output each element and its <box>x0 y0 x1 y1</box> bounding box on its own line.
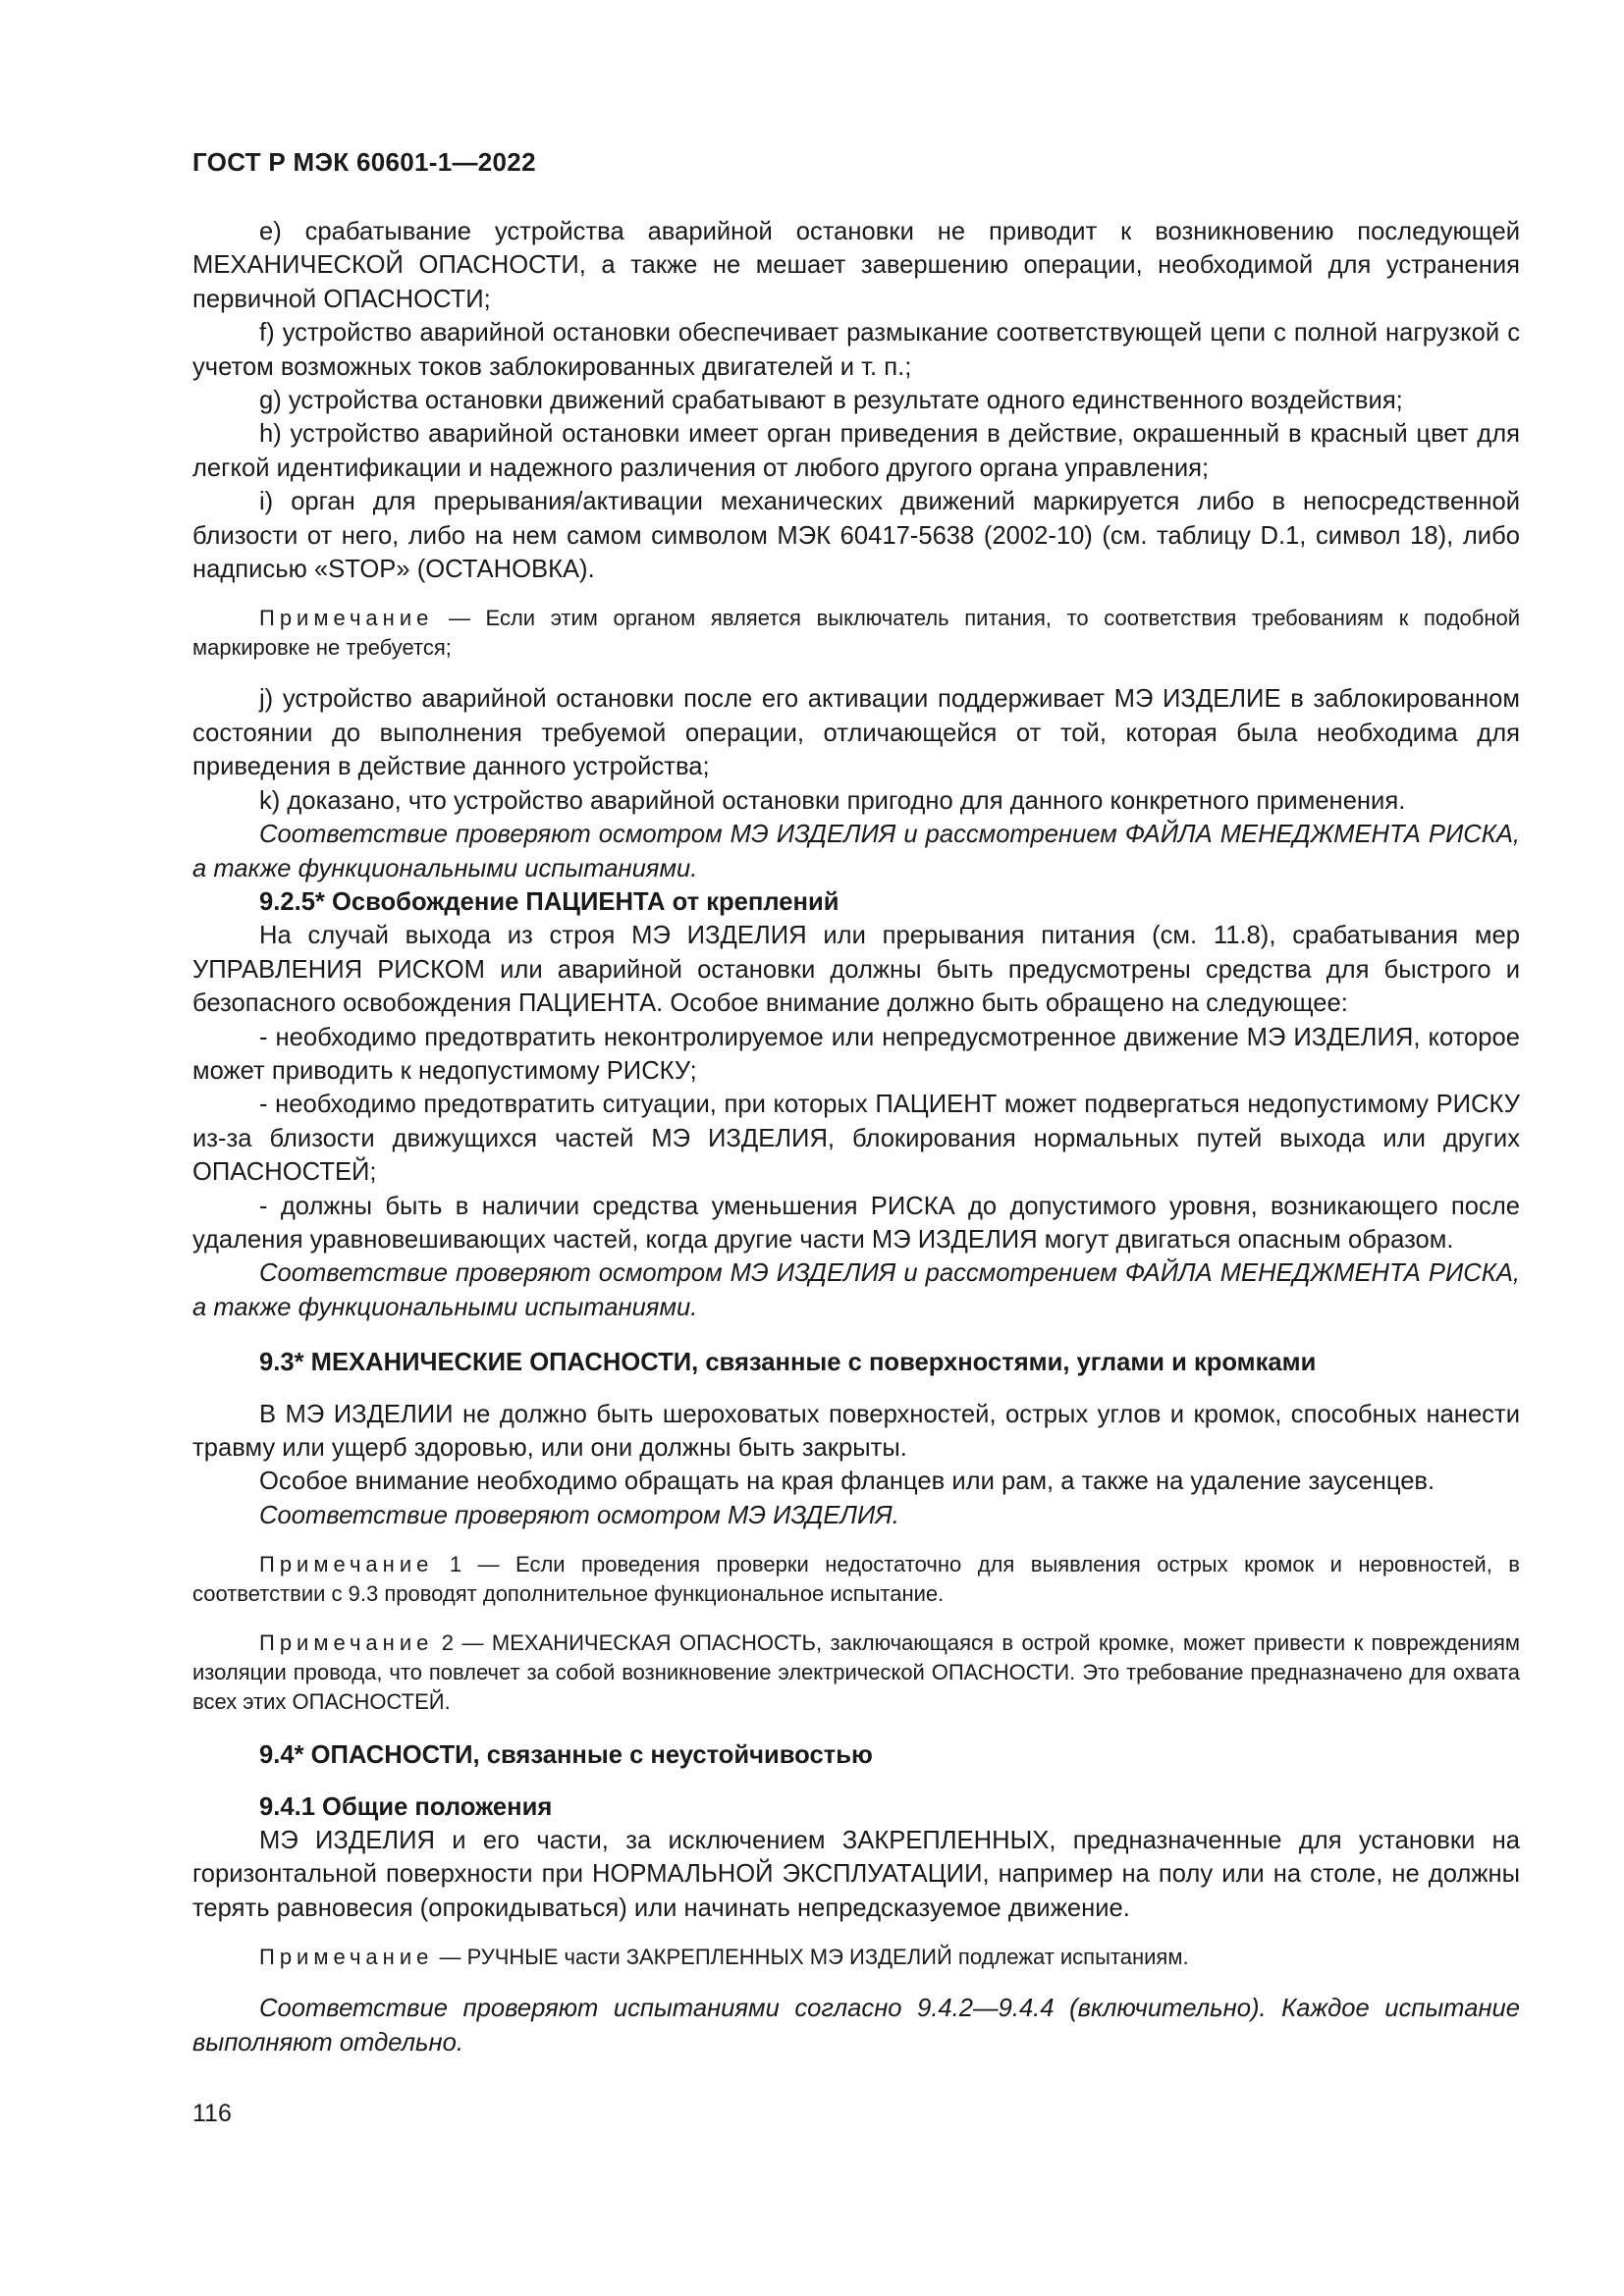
paragraph-i: i) орган для прерывания/активации механических движений маркируется либо в непосредственной близости от него, либо на нем самом символом МЭК 60417-5638 (2002-10) (см. таблицу D.1, символ 18), либо надписью «STOP» (ОСТАНОВКА). <box>192 488 1520 584</box>
note-label: Примечание <box>259 1630 434 1656</box>
note-text: 2 — МЕХАНИЧЕСКАЯ ОПАСНОСТЬ, заключающаяся в острой кромке, может привести к повреждениям изоляции провода, что повлечет за собой возникновение электрической ОПАСНОСТИ. Это требование предназначено для охвата всех этих ОПАСНОСТЕЙ. <box>192 1630 1520 1715</box>
section-heading-9-4: 9.4* ОПАСНОСТИ, связанные с неустойчивостью <box>259 1741 873 1770</box>
paragraph-9-3-b: Особое внимание необходимо обращать на края фланцев или рам, а также на удаление заусенцев. <box>259 1468 1435 1496</box>
section-heading-9-2-5: 9.2.5* Освобождение ПАЦИЕНТА от креплений <box>259 887 839 916</box>
note-manual-parts <box>192 1943 1520 1972</box>
compliance-statement: Соответствие проверяют испытаниями согласно 9.4.2—9.4.4 (включительно). Каждое испытание выполняют отдельно. <box>192 1995 1520 2056</box>
compliance-statement: Соответствие проверяют осмотром МЭ ИЗДЕЛИЯ и рассмотрением ФАЙЛА МЕНЕДЖМЕНТА РИСКА, а также функциональными испытаниями. <box>192 821 1520 882</box>
note-2 <box>192 1629 1520 1717</box>
section-heading-9-4-1: 9.4.1 Общие положения <box>259 1792 553 1821</box>
note-label: Примечание <box>259 1945 434 1970</box>
note-1 <box>192 1550 1520 1609</box>
paragraph-9-2-5-item2: - необходимо предотвратить ситуации, при которых ПАЦИЕНТ может подвергаться недопустимому РИСКУ из-за близости движущихся частей МЭ ИЗДЕЛИЯ, блокирования нормальных путей выхода или других ОПАСНОСТЕЙ; <box>192 1091 1520 1187</box>
note-text: — Если этим органом является выключатель питания, то соответствия требованиям к подобной маркировке не требуется; <box>192 606 1520 661</box>
paragraph-j: j) устройство аварийной остановки после его активации поддерживает МЭ ИЗДЕЛИЕ в заблокированном состоянии до выполнения требуемой операции, отличающейся от той, которая была необходима для приведения в действие данного устройства; <box>192 685 1520 781</box>
paragraph-f: f) устройство аварийной остановки обеспечивает размыкание соответствующей цепи с полной нагрузкой с учетом возможных токов заблокированных двигателей и т. п.; <box>192 319 1520 381</box>
paragraph-h: h) устройство аварийной остановки имеет орган приведения в действие, окрашенный в красный цвет для легкой идентификации и надежного различения от любого другого органа управления; <box>192 420 1520 482</box>
note-label: Примечание <box>259 606 434 631</box>
note-marking <box>192 604 1520 663</box>
note-label: Примечание <box>259 1552 434 1577</box>
note-text: 1 — Если проведения проверки недостаточно для выявления острых кромок и неровностей, в соответствии с 9.3 проводят дополнительное функциональное испытание. <box>192 1552 1520 1607</box>
paragraph-e: e) срабатывание устройства аварийной остановки не приводит к возникновению последующей МЕХАНИЧЕСКОЙ ОПАСНОСТИ, а также не мешает завершению операции, необходимой для устранения первичной ОПАСНОСТИ; <box>192 218 1520 313</box>
compliance-statement: Соответствие проверяют осмотром МЭ ИЗДЕЛИЯ. <box>259 1501 899 1529</box>
document-page <box>192 147 1520 2059</box>
page-number: 116 <box>192 2100 232 2127</box>
paragraph-9-2-5-intro: На случай выхода из строя МЭ ИЗДЕЛИЯ или прерывания питания (см. 11.8), срабатывания мер УПРАВЛЕНИЯ РИСКОМ или аварийной остановки должны быть предусмотрены средства для быстрого и безопасного освобождения ПАЦИЕНТА. Особое внимание должно быть обращено на следующее: <box>192 922 1520 1018</box>
paragraph-9-3-a: В МЭ ИЗДЕЛИИ не должно быть шероховатых поверхностей, острых углов и кромок, способных нанести травму или ущерб здоровью, или они должны быть закрыты. <box>192 1400 1520 1462</box>
paragraph-k: k) доказано, что устройство аварийной остановки пригодно для данного конкретного применения. <box>259 786 1406 815</box>
compliance-statement: Соответствие проверяют осмотром МЭ ИЗДЕЛИЯ и рассмотрением ФАЙЛА МЕНЕДЖМЕНТА РИСКА, а также функциональными испытаниями. <box>192 1259 1520 1321</box>
paragraph-9-2-5-item1: - необходимо предотвратить неконтролируемое или непредусмотренное движение МЭ ИЗДЕЛИЯ, которое может приводить к недопустимому РИСКУ; <box>192 1023 1520 1085</box>
paragraph-9-2-5-item3: - должны быть в наличии средства уменьшения РИСКА до допустимого уровня, возникающего после удаления уравновешивающих частей, когда другие части МЭ ИЗДЕЛИЯ могут двигаться опасным образом. <box>192 1192 1520 1254</box>
paragraph-9-4-1: МЭ ИЗДЕЛИЯ и его части, за исключением ЗАКРЕПЛЕННЫХ, предназначенные для установки на горизонтальной поверхности при НОРМАЛЬНОЙ ЭКСПЛУАТАЦИИ, например на полу или на столе, не должны терять равновесия (опрокидываться) или начинать непредсказуемое движение. <box>192 1827 1520 1922</box>
note-text: — РУЧНЫЕ части ЗАКРЕПЛЕННЫХ МЭ ИЗДЕЛИЙ подлежат испытаниям. <box>433 1945 1189 1970</box>
document-header: ГОСТ Р МЭК 60601-1—2022 <box>192 147 536 177</box>
paragraph-g: g) устройства остановки движений срабатывают в результате одного единственного воздействия; <box>259 387 1403 415</box>
section-heading-9-3: 9.3* МЕХАНИЧЕСКИЕ ОПАСНОСТИ, связанные с поверхностями, углами и кромками <box>259 1349 1317 1377</box>
